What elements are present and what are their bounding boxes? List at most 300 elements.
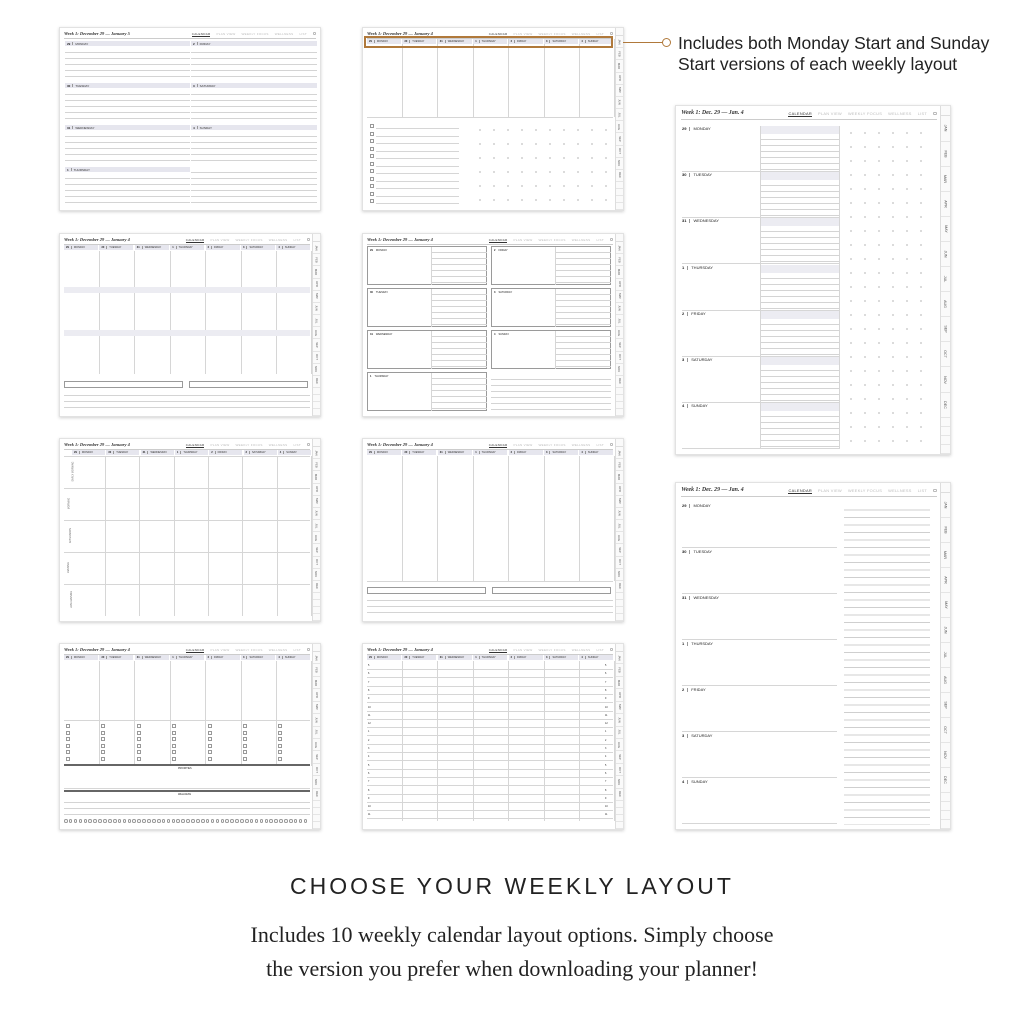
month-tab-aug[interactable]: [313, 739, 320, 751]
checkbox[interactable]: [172, 724, 176, 728]
tab-icon[interactable]: [313, 822, 320, 829]
tab-icon[interactable]: [313, 402, 320, 409]
checkbox[interactable]: [278, 744, 282, 748]
month-tab-dec[interactable]: [941, 393, 950, 418]
checkbox[interactable]: [208, 724, 212, 728]
nav-tab-plan-view[interactable]: PLAN VIEW: [818, 488, 842, 494]
month-tab-jan[interactable]: [616, 652, 623, 664]
nav-tab-list[interactable]: LIST: [293, 648, 301, 652]
checkbox[interactable]: [208, 750, 212, 754]
checkbox[interactable]: [278, 757, 282, 761]
habit-circle[interactable]: [113, 819, 117, 823]
month-tab-apr[interactable]: [616, 73, 623, 85]
tab-icon[interactable]: [616, 402, 623, 409]
habit-circle[interactable]: [240, 819, 244, 823]
tab-icon[interactable]: [313, 388, 320, 395]
month-tab-feb[interactable]: [616, 664, 623, 676]
checkbox[interactable]: [137, 750, 141, 754]
month-tab-aug[interactable]: [313, 532, 320, 544]
month-tab-jul[interactable]: [941, 267, 950, 292]
tabs-top-icon[interactable]: [616, 644, 623, 652]
habit-circle[interactable]: [235, 819, 239, 823]
nav-tab-weekly-focus[interactable]: WEEKLY FOCUS: [538, 238, 566, 242]
month-tab-dec[interactable]: [313, 376, 320, 388]
month-tab-feb[interactable]: [616, 459, 623, 471]
checkbox[interactable]: [278, 750, 282, 754]
habit-circle[interactable]: [98, 819, 102, 823]
month-tab-jun[interactable]: [941, 242, 950, 267]
tab-icon[interactable]: [616, 822, 623, 829]
nav-tab-calendar[interactable]: CALENDAR: [488, 648, 508, 652]
nav-tab-plan-view[interactable]: PLAN VIEW: [210, 238, 230, 242]
tab-icon[interactable]: [616, 409, 623, 416]
habit-circle[interactable]: [196, 819, 200, 823]
habit-circle[interactable]: [176, 819, 180, 823]
month-tab-may[interactable]: [616, 291, 623, 303]
month-tab-feb[interactable]: [616, 48, 623, 60]
month-tab-aug[interactable]: [941, 292, 950, 317]
tab-icon[interactable]: [313, 808, 320, 815]
nav-tab-wellness[interactable]: WELLNESS: [571, 238, 591, 242]
tabs-top-icon[interactable]: [616, 234, 623, 242]
nav-tab-plan-view[interactable]: PLAN VIEW: [210, 443, 230, 447]
nav-tab-wellness[interactable]: WELLNESS: [888, 111, 912, 117]
nav-tab-weekly-focus[interactable]: WEEKLY FOCUS: [241, 32, 269, 36]
habit-circle[interactable]: [74, 819, 78, 823]
month-tab-sep[interactable]: [313, 544, 320, 556]
month-tab-apr[interactable]: [313, 279, 320, 291]
habit-circle[interactable]: [84, 819, 88, 823]
nav-tab-calendar[interactable]: CALENDAR: [488, 443, 508, 447]
month-tab-jun[interactable]: [313, 714, 320, 726]
nav-tab-calendar[interactable]: CALENDAR: [488, 32, 508, 36]
checkbox[interactable]: [137, 744, 141, 748]
month-tab-may[interactable]: [616, 85, 623, 97]
month-tab-jan[interactable]: [313, 242, 320, 254]
habit-circle[interactable]: [225, 819, 229, 823]
checkbox[interactable]: [208, 757, 212, 761]
tab-icon[interactable]: [616, 808, 623, 815]
nav-tab-list[interactable]: LIST: [596, 32, 604, 36]
month-tab-apr[interactable]: [313, 689, 320, 701]
month-tab-dec[interactable]: [313, 789, 320, 801]
month-tab-may[interactable]: [313, 496, 320, 508]
month-tab-jan[interactable]: [313, 652, 320, 664]
habit-circle[interactable]: [304, 819, 308, 823]
month-tab-aug[interactable]: [313, 327, 320, 339]
habit-circle[interactable]: [269, 819, 273, 823]
month-tab-sep[interactable]: [941, 317, 950, 342]
tab-icon[interactable]: [616, 607, 623, 614]
month-tab-jun[interactable]: [616, 303, 623, 315]
checkbox[interactable]: [66, 750, 70, 754]
checkbox[interactable]: [208, 737, 212, 741]
month-tab-jan[interactable]: [313, 447, 320, 459]
month-tab-apr[interactable]: [616, 689, 623, 701]
month-tab-nov[interactable]: [616, 776, 623, 788]
month-tab-nov[interactable]: [616, 569, 623, 581]
month-tab-mar[interactable]: [313, 266, 320, 278]
month-tab-dec[interactable]: [941, 768, 950, 793]
month-tab-mar[interactable]: [313, 471, 320, 483]
month-tab-oct[interactable]: [941, 718, 950, 743]
month-tab-dec[interactable]: [313, 581, 320, 593]
habit-circle[interactable]: [186, 819, 190, 823]
nav-tab-weekly-focus[interactable]: WEEKLY FOCUS: [538, 443, 566, 447]
tab-icon[interactable]: [616, 388, 623, 395]
habit-circle[interactable]: [103, 819, 107, 823]
checkbox[interactable]: [137, 757, 141, 761]
tab-icon[interactable]: [313, 815, 320, 822]
habit-circle[interactable]: [284, 819, 288, 823]
month-tab-jul[interactable]: [616, 520, 623, 532]
month-tab-mar[interactable]: [941, 543, 950, 568]
checkbox[interactable]: [101, 724, 105, 728]
checkbox[interactable]: [370, 147, 374, 151]
checkbox[interactable]: [172, 757, 176, 761]
month-tab-apr[interactable]: [941, 192, 950, 217]
month-tab-oct[interactable]: [313, 352, 320, 364]
checkbox[interactable]: [243, 744, 247, 748]
nav-tab-plan-view[interactable]: PLAN VIEW: [513, 648, 533, 652]
checkbox[interactable]: [172, 750, 176, 754]
nav-tab-weekly-focus[interactable]: WEEKLY FOCUS: [235, 648, 263, 652]
checkbox[interactable]: [370, 154, 374, 158]
checkbox[interactable]: [243, 724, 247, 728]
nav-tab-list[interactable]: LIST: [596, 238, 604, 242]
month-tab-oct[interactable]: [616, 557, 623, 569]
habit-circle[interactable]: [245, 819, 249, 823]
tab-icon[interactable]: [616, 203, 623, 210]
habit-circle[interactable]: [88, 819, 92, 823]
month-tab-feb[interactable]: [941, 142, 950, 167]
nav-tab-calendar[interactable]: CALENDAR: [185, 648, 205, 652]
checkbox[interactable]: [370, 169, 374, 173]
tabs-top-icon[interactable]: [313, 644, 320, 652]
checkbox[interactable]: [370, 124, 374, 128]
checkbox[interactable]: [243, 731, 247, 735]
tab-icon[interactable]: [313, 607, 320, 614]
month-tab-feb[interactable]: [616, 254, 623, 266]
month-tab-mar[interactable]: [616, 677, 623, 689]
month-tab-dec[interactable]: [616, 789, 623, 801]
tabs-top-icon[interactable]: [941, 106, 950, 116]
month-tab-nov[interactable]: [313, 776, 320, 788]
tab-icon[interactable]: [616, 395, 623, 402]
nav-tab-weekly-focus[interactable]: WEEKLY FOCUS: [847, 111, 883, 117]
tab-icon[interactable]: [616, 593, 623, 600]
month-tab-jan[interactable]: [616, 36, 623, 48]
tab-icon[interactable]: [616, 196, 623, 203]
month-tab-mar[interactable]: [941, 167, 950, 192]
tab-icon[interactable]: [616, 801, 623, 808]
tab-icon[interactable]: [313, 409, 320, 416]
habit-circle[interactable]: [260, 819, 264, 823]
nav-tab-calendar[interactable]: CALENDAR: [185, 238, 205, 242]
habit-circle[interactable]: [69, 819, 73, 823]
checkbox[interactable]: [370, 162, 374, 166]
month-tab-may[interactable]: [616, 702, 623, 714]
nav-tab-plan-view[interactable]: PLAN VIEW: [513, 32, 533, 36]
month-tab-nov[interactable]: [941, 743, 950, 768]
checkbox[interactable]: [243, 757, 247, 761]
page-icon[interactable]: [313, 32, 316, 35]
habit-circle[interactable]: [128, 819, 132, 823]
habit-circle[interactable]: [216, 819, 220, 823]
habit-circle[interactable]: [294, 819, 298, 823]
month-tab-jul[interactable]: [941, 643, 950, 668]
nav-tab-wellness[interactable]: WELLNESS: [268, 443, 288, 447]
tab-icon[interactable]: [941, 436, 950, 445]
checkbox[interactable]: [278, 724, 282, 728]
page-icon[interactable]: [610, 648, 613, 651]
checkbox[interactable]: [172, 737, 176, 741]
month-tab-nov[interactable]: [616, 158, 623, 170]
tab-icon[interactable]: [616, 815, 623, 822]
tab-icon[interactable]: [313, 614, 320, 621]
month-tab-mar[interactable]: [616, 60, 623, 72]
month-tab-dec[interactable]: [616, 376, 623, 388]
nav-tab-calendar[interactable]: CALENDAR: [185, 443, 205, 447]
tab-icon[interactable]: [313, 801, 320, 808]
month-tab-jun[interactable]: [313, 303, 320, 315]
nav-tab-plan-view[interactable]: PLAN VIEW: [513, 238, 533, 242]
checkbox[interactable]: [101, 757, 105, 761]
month-tab-sep[interactable]: [616, 751, 623, 763]
checkbox[interactable]: [101, 731, 105, 735]
habit-circle[interactable]: [181, 819, 185, 823]
habit-circle[interactable]: [274, 819, 278, 823]
month-tab-aug[interactable]: [941, 668, 950, 693]
month-tab-feb[interactable]: [313, 664, 320, 676]
month-tab-oct[interactable]: [616, 764, 623, 776]
month-tab-apr[interactable]: [941, 568, 950, 593]
habit-circle[interactable]: [167, 819, 171, 823]
checkbox[interactable]: [66, 731, 70, 735]
tab-icon[interactable]: [941, 811, 950, 820]
month-tab-nov[interactable]: [941, 367, 950, 392]
checkbox[interactable]: [278, 737, 282, 741]
month-tab-jun[interactable]: [616, 508, 623, 520]
checkbox[interactable]: [370, 199, 374, 203]
nav-tab-list[interactable]: LIST: [917, 111, 928, 117]
month-tab-may[interactable]: [941, 593, 950, 618]
month-tab-jul[interactable]: [616, 727, 623, 739]
month-tab-sep[interactable]: [616, 544, 623, 556]
checkbox[interactable]: [137, 731, 141, 735]
habit-circle[interactable]: [221, 819, 225, 823]
tabs-top-icon[interactable]: [313, 439, 320, 447]
habit-circle[interactable]: [211, 819, 215, 823]
month-tab-jun[interactable]: [941, 618, 950, 643]
checkbox[interactable]: [66, 724, 70, 728]
checkbox[interactable]: [101, 750, 105, 754]
month-tab-jan[interactable]: [616, 242, 623, 254]
nav-tab-list[interactable]: LIST: [293, 238, 301, 242]
nav-tab-weekly-focus[interactable]: WEEKLY FOCUS: [538, 648, 566, 652]
page-icon[interactable]: [307, 648, 310, 651]
checkbox[interactable]: [243, 737, 247, 741]
checkbox[interactable]: [208, 731, 212, 735]
nav-tab-plan-view[interactable]: PLAN VIEW: [210, 648, 230, 652]
habit-circle[interactable]: [255, 819, 259, 823]
month-tab-feb[interactable]: [313, 459, 320, 471]
checkbox[interactable]: [66, 744, 70, 748]
month-tab-apr[interactable]: [313, 484, 320, 496]
habit-circle[interactable]: [279, 819, 283, 823]
habit-circle[interactable]: [265, 819, 269, 823]
month-tab-sep[interactable]: [616, 133, 623, 145]
habit-circle[interactable]: [142, 819, 146, 823]
nav-tab-wellness[interactable]: WELLNESS: [274, 32, 294, 36]
habit-circle[interactable]: [162, 819, 166, 823]
month-tab-nov[interactable]: [616, 364, 623, 376]
month-tab-dec[interactable]: [616, 170, 623, 182]
habit-circle[interactable]: [118, 819, 122, 823]
nav-tab-plan-view[interactable]: PLAN VIEW: [216, 32, 236, 36]
tab-icon[interactable]: [941, 427, 950, 436]
month-tab-aug[interactable]: [616, 327, 623, 339]
nav-tab-calendar[interactable]: CALENDAR: [788, 488, 813, 494]
month-tab-oct[interactable]: [616, 146, 623, 158]
habit-circle[interactable]: [137, 819, 141, 823]
checkbox[interactable]: [101, 744, 105, 748]
month-tab-jun[interactable]: [616, 714, 623, 726]
nav-tab-wellness[interactable]: WELLNESS: [888, 488, 912, 494]
tabs-top-icon[interactable]: [313, 234, 320, 242]
month-tab-jan[interactable]: [941, 493, 950, 518]
month-tab-jul[interactable]: [313, 315, 320, 327]
page-icon[interactable]: [610, 238, 613, 241]
tab-icon[interactable]: [941, 445, 950, 454]
month-tab-jul[interactable]: [616, 109, 623, 121]
habit-circle[interactable]: [172, 819, 176, 823]
habit-circle[interactable]: [230, 819, 234, 823]
month-tab-jun[interactable]: [616, 97, 623, 109]
habit-circle[interactable]: [299, 819, 303, 823]
habit-circle[interactable]: [93, 819, 97, 823]
habit-circle[interactable]: [152, 819, 156, 823]
month-tab-apr[interactable]: [616, 484, 623, 496]
nav-tab-list[interactable]: LIST: [596, 443, 604, 447]
month-tab-jul[interactable]: [313, 727, 320, 739]
habit-circle[interactable]: [132, 819, 136, 823]
nav-tab-list[interactable]: LIST: [917, 488, 928, 494]
month-tab-oct[interactable]: [941, 342, 950, 367]
page-icon[interactable]: [933, 112, 937, 116]
tab-icon[interactable]: [313, 593, 320, 600]
nav-tab-plan-view[interactable]: PLAN VIEW: [818, 111, 842, 117]
month-tab-jul[interactable]: [313, 520, 320, 532]
nav-tab-calendar[interactable]: CALENDAR: [788, 111, 813, 117]
nav-tab-weekly-focus[interactable]: WEEKLY FOCUS: [235, 443, 263, 447]
month-tab-sep[interactable]: [941, 693, 950, 718]
month-tab-aug[interactable]: [616, 121, 623, 133]
month-tab-jun[interactable]: [313, 508, 320, 520]
tabs-top-icon[interactable]: [616, 439, 623, 447]
checkbox[interactable]: [137, 724, 141, 728]
checkbox[interactable]: [172, 744, 176, 748]
month-tab-mar[interactable]: [616, 266, 623, 278]
checkbox[interactable]: [137, 737, 141, 741]
month-tab-aug[interactable]: [616, 739, 623, 751]
page-icon[interactable]: [307, 443, 310, 446]
checkbox[interactable]: [66, 757, 70, 761]
habit-circle[interactable]: [79, 819, 83, 823]
habit-circle[interactable]: [123, 819, 127, 823]
nav-tab-list[interactable]: LIST: [596, 648, 604, 652]
page-icon[interactable]: [307, 238, 310, 241]
nav-tab-weekly-focus[interactable]: WEEKLY FOCUS: [847, 488, 883, 494]
habit-circle[interactable]: [201, 819, 205, 823]
habit-circle[interactable]: [108, 819, 112, 823]
nav-tab-plan-view[interactable]: PLAN VIEW: [513, 443, 533, 447]
month-tab-may[interactable]: [616, 496, 623, 508]
nav-tab-list[interactable]: LIST: [299, 32, 307, 36]
month-tab-dec[interactable]: [616, 581, 623, 593]
checkbox[interactable]: [278, 731, 282, 735]
tab-icon[interactable]: [941, 418, 950, 427]
tab-icon[interactable]: [616, 614, 623, 621]
month-tab-sep[interactable]: [616, 339, 623, 351]
nav-tab-wellness[interactable]: WELLNESS: [268, 648, 288, 652]
nav-tab-wellness[interactable]: WELLNESS: [571, 32, 591, 36]
month-tab-nov[interactable]: [313, 569, 320, 581]
month-tab-oct[interactable]: [616, 352, 623, 364]
month-tab-may[interactable]: [313, 291, 320, 303]
month-tab-mar[interactable]: [313, 677, 320, 689]
nav-tab-wellness[interactable]: WELLNESS: [571, 443, 591, 447]
nav-tab-list[interactable]: LIST: [293, 443, 301, 447]
page-icon[interactable]: [610, 443, 613, 446]
checkbox[interactable]: [370, 177, 374, 181]
month-tab-sep[interactable]: [313, 339, 320, 351]
tabs-top-icon[interactable]: [616, 28, 623, 36]
month-tab-oct[interactable]: [313, 764, 320, 776]
checkbox[interactable]: [370, 184, 374, 188]
month-tab-jul[interactable]: [616, 315, 623, 327]
checkbox[interactable]: [370, 139, 374, 143]
tab-icon[interactable]: [941, 802, 950, 811]
habit-circle[interactable]: [250, 819, 254, 823]
checkbox[interactable]: [66, 737, 70, 741]
checkbox[interactable]: [101, 737, 105, 741]
checkbox[interactable]: [370, 132, 374, 136]
page-icon[interactable]: [610, 32, 613, 35]
checkbox[interactable]: [208, 744, 212, 748]
tab-icon[interactable]: [616, 189, 623, 196]
page-icon[interactable]: [933, 489, 937, 493]
nav-tab-calendar[interactable]: CALENDAR: [191, 32, 211, 36]
tab-icon[interactable]: [313, 395, 320, 402]
month-tab-feb[interactable]: [313, 254, 320, 266]
habit-circle[interactable]: [157, 819, 161, 823]
month-tab-sep[interactable]: [313, 751, 320, 763]
checkbox[interactable]: [243, 750, 247, 754]
month-tab-aug[interactable]: [616, 532, 623, 544]
nav-tab-weekly-focus[interactable]: WEEKLY FOCUS: [538, 32, 566, 36]
month-tab-feb[interactable]: [941, 518, 950, 543]
habit-circle[interactable]: [147, 819, 151, 823]
checkbox[interactable]: [172, 731, 176, 735]
checkbox[interactable]: [370, 192, 374, 196]
nav-tab-weekly-focus[interactable]: WEEKLY FOCUS: [235, 238, 263, 242]
month-tab-oct[interactable]: [313, 557, 320, 569]
nav-tab-wellness[interactable]: WELLNESS: [571, 648, 591, 652]
month-tab-apr[interactable]: [616, 279, 623, 291]
nav-tab-wellness[interactable]: WELLNESS: [268, 238, 288, 242]
tab-icon[interactable]: [941, 820, 950, 829]
